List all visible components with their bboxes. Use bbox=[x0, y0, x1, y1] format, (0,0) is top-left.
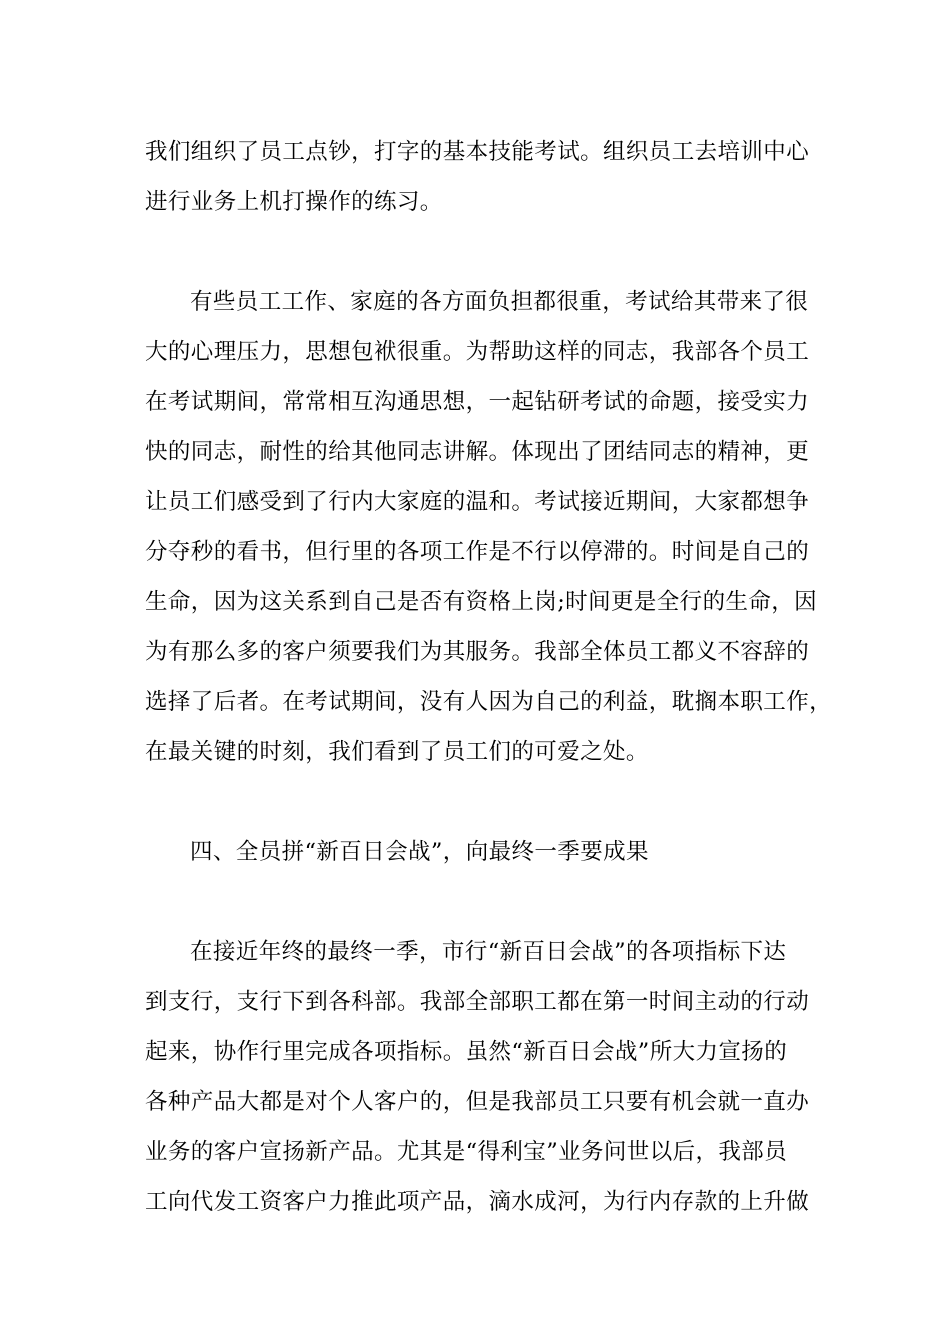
paragraph-2-line-2: 大的心理压力，思想包袱很重。为帮助这样的同志，我部各个员工 bbox=[145, 339, 810, 365]
paragraph-3-line-2: 到支行，支行下到各科部。我部全部职工都在第一时间主动的行动 bbox=[145, 989, 810, 1015]
paragraph-3-line-3: 起来，协作行里完成各项指标。虽然“新百日会战”所大力宣扬的 bbox=[145, 1039, 788, 1065]
paragraph-1-line-2: 进行业务上机打操作的练习。 bbox=[145, 189, 443, 215]
paragraph-1-line-1: 我们组织了员工点钞，打字的基本技能考试。组织员工去培训中心 bbox=[145, 139, 810, 165]
paragraph-2-line-4: 快的同志，耐性的给其他同志讲解。体现出了团结同志的精神，更 bbox=[145, 439, 810, 465]
paragraph-2-line-9: 选择了后者。在考试期间，没有人因为自己的利益，耽搁本职工作， bbox=[145, 689, 833, 715]
paragraph-3-line-1: 在接近年终的最终一季，市行“新百日会战”的各项指标下达 bbox=[190, 939, 787, 965]
section-heading: 四、全员拼“新百日会战”，向最终一季要成果 bbox=[190, 839, 649, 865]
paragraph-2-line-3: 在考试期间，常常相互沟通思想，一起钻研考试的命题，接受实力 bbox=[145, 389, 810, 415]
paragraph-3-line-6: 工向代发工资客户力推此项产品，滴水成河，为行内存款的上升做 bbox=[145, 1189, 810, 1215]
paragraph-2-line-8: 为有那么多的客户须要我们为其服务。我部全体员工都义不容辞的 bbox=[145, 639, 810, 665]
paragraph-2-line-6: 分夺秒的看书，但行里的各项工作是不行以停滞的。时间是自己的 bbox=[145, 539, 810, 565]
paragraph-3-line-5: 业务的客户宣扬新产品。尤其是“得利宝”业务问世以后，我部员 bbox=[145, 1139, 788, 1165]
paragraph-2-line-1: 有些员工工作、家庭的各方面负担都很重，考试给其带来了很 bbox=[190, 289, 809, 315]
paragraph-2-line-10: 在最关键的时刻，我们看到了员工们的可爱之处。 bbox=[145, 739, 649, 765]
paragraph-3-line-4: 各种产品大都是对个人客户的，但是我部员工只要有机会就一直办 bbox=[145, 1089, 810, 1115]
paragraph-2-line-5: 让员工们感受到了行内大家庭的温和。考试接近期间，大家都想争 bbox=[145, 489, 810, 515]
paragraph-2-line-7: 生命，因为这关系到自己是否有资格上岗;时间更是全行的生命，因 bbox=[145, 589, 818, 615]
